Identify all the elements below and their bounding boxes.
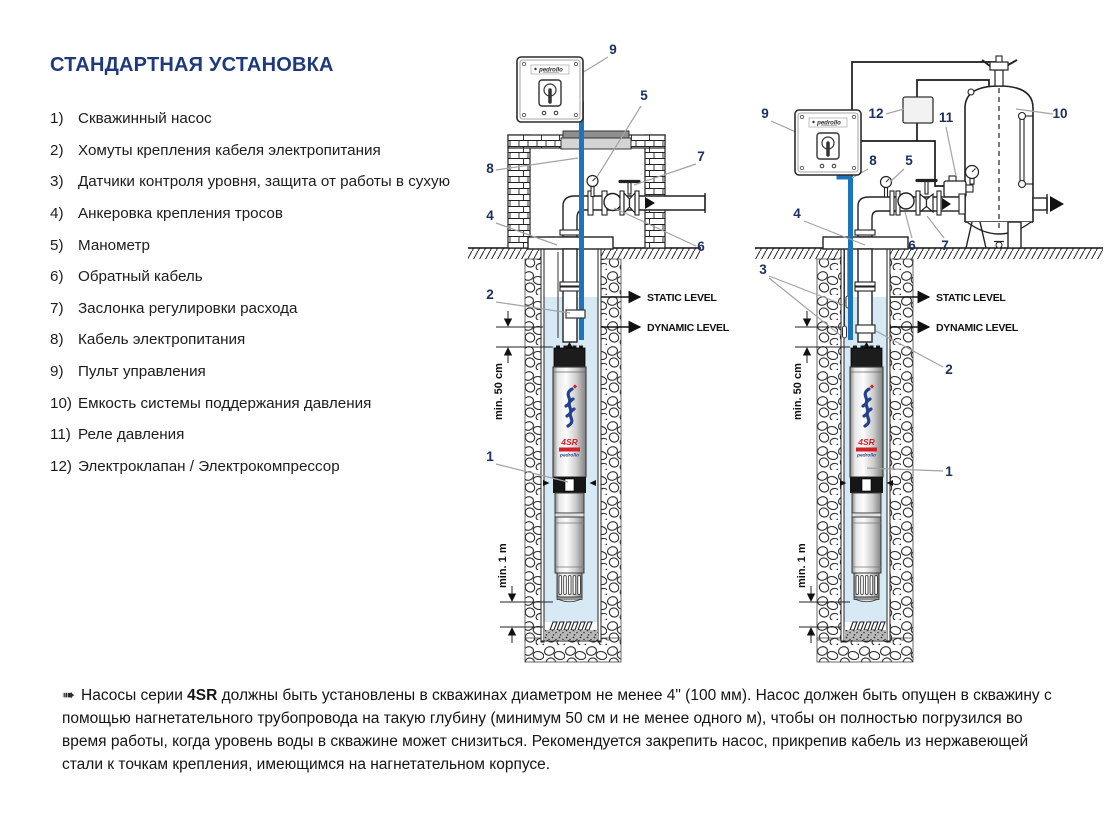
legend-num: 10) [50,394,72,412]
cable-clamp [566,310,585,318]
legend-num: 11) [50,426,71,444]
legend-num: 6) [50,268,64,286]
callout-8: 8 [869,153,877,168]
tank-outlet [1033,194,1064,214]
installation-diagrams [460,20,1109,670]
legend-num: 3) [50,173,64,191]
callout-2: 2 [945,362,953,377]
flow-control-valve [917,181,936,213]
callout-3: 3 [759,262,767,277]
legend-label: Пульт управления [78,363,206,381]
callout-4: 4 [486,208,494,223]
callout-7: 7 [941,238,949,253]
legend-label: Датчики контроля уровня, защита от работы в сухую [78,173,450,191]
callout-6: 6 [697,239,705,254]
callout-9: 9 [609,42,617,57]
legend-label: Манометр [78,236,150,254]
dynamic-level-label: DYNAMIC LEVEL [936,322,1018,334]
page-title: СТАНДАРТНАЯ УСТАНОВКА [50,54,334,76]
static-level-label: STATIC LEVEL [936,292,1006,304]
diagram-basic-installation [468,42,730,662]
callout-4: 4 [793,206,801,221]
callout-7: 7 [697,149,705,164]
callout-1: 1 [486,449,494,464]
callout-12: 12 [868,106,884,121]
legend-num: 7) [50,299,64,317]
legend-item-1 [50,103,480,135]
check-valve [898,193,914,209]
note-series-bold: 4SR [187,687,218,704]
legend-item-4 [50,198,480,230]
legend-item-6 [50,261,480,293]
callout-1: 1 [945,464,953,479]
note-text: должны быть установлены в скважинах диаметром не менее 4" (100 мм). Насос должен быть опущен в скважину с [217,687,1052,704]
callout-6: 6 [908,238,916,253]
legend-num: 8) [50,331,64,349]
legend-label: Кабель электропитания [78,331,246,349]
chamber-lid [563,131,629,138]
legend-item-11 [50,419,480,451]
legend-label: Реле давления [78,426,185,444]
check-valve [604,194,621,211]
well-bottom-gravel [541,622,601,641]
note-paragraph [62,684,1092,776]
note-line-3: время работы, когда уровень воды в скважине может снизиться. Рекомендуется закрепить насос, прикрепив кабель из нержавеющей [62,733,1029,750]
dynamic-level-label: DYNAMIC LEVEL [647,322,729,334]
legend-num: 9) [50,363,64,381]
legend-label: Обратный кабель [78,268,203,286]
callout-11: 11 [938,110,954,125]
legend-item-8 [50,324,480,356]
electrovalve-box [903,97,933,123]
static-level-label: STATIC LEVEL [647,292,717,304]
legend-item-5 [50,229,480,261]
note-line-2: помощью нагнетательного трубопровода на такую глубину (минимум 50 см и не менее одного м), чтобы он полностью погрузился во [62,710,1023,727]
ground-hatch [755,248,1103,259]
diagram-pressure-system-installation [755,56,1103,662]
cable-clamp [856,325,875,333]
svg-text:4SR: 4SR [858,437,875,447]
svg-text:4SR: 4SR [561,437,578,447]
well-head-plate [823,237,908,249]
legend-num: 5) [50,236,64,254]
legend-item-7 [50,293,480,325]
flow-arrow-icon [1050,196,1064,212]
legend-item-3 [50,166,480,198]
callout-5: 5 [905,153,913,168]
legend-label: Хомуты крепления кабеля электропитания [78,141,381,159]
svg-text:pedrollo: pedrollo [857,453,876,459]
legend-list [50,103,480,482]
note-arrow-icon: ➠ [62,687,75,704]
note-line-4: стали к точкам крепления, имеющимся на нагнетательном корпусе. [62,756,551,773]
legend-label: Анкеровка крепления тросов [78,205,283,223]
well-chamber-brick-house [508,131,665,248]
svg-text:min. 50 cm: min. 50 cm [792,363,804,420]
well-bottom-gravel [841,622,890,641]
control-panel [517,57,583,122]
svg-text:min. 50 cm: min. 50 cm [493,363,505,420]
legend-label: Заслонка регулировки расхода [78,299,298,317]
tank-top-valve [982,56,1017,86]
legend-num: 1) [50,110,64,128]
svg-text:pedrollo: pedrollo [817,120,841,127]
callout-8: 8 [486,161,494,176]
note-line-1 [62,684,1092,707]
callout-2: 2 [486,287,494,302]
legend-num: 12) [50,457,72,475]
callout-10: 10 [1052,106,1068,121]
callout-5: 5 [640,88,648,103]
legend-item-10 [50,387,480,419]
legend-num: 4) [50,205,64,223]
legend-label: Электроклапан / Электрокомпрессор [78,457,340,475]
legend-label: Скважинный насос [78,110,212,128]
control-panel [795,110,861,175]
callout-9: 9 [761,106,769,121]
svg-text:pedrollo: pedrollo [539,67,563,74]
note-text: Насосы серии [81,687,188,704]
svg-text:min. 1 m: min. 1 m [497,543,509,588]
pressure-tank [965,56,1064,248]
legend-item-9 [50,356,480,388]
drain-valve [996,242,1002,248]
legend-num: 2) [50,141,64,159]
legend-item-12 [50,451,480,483]
svg-text:pedrollo: pedrollo [560,453,579,459]
svg-text:min. 1 m: min. 1 m [796,543,808,588]
legend-label: Емкость системы поддержания давления [78,394,372,412]
legend-item-2 [50,135,480,167]
